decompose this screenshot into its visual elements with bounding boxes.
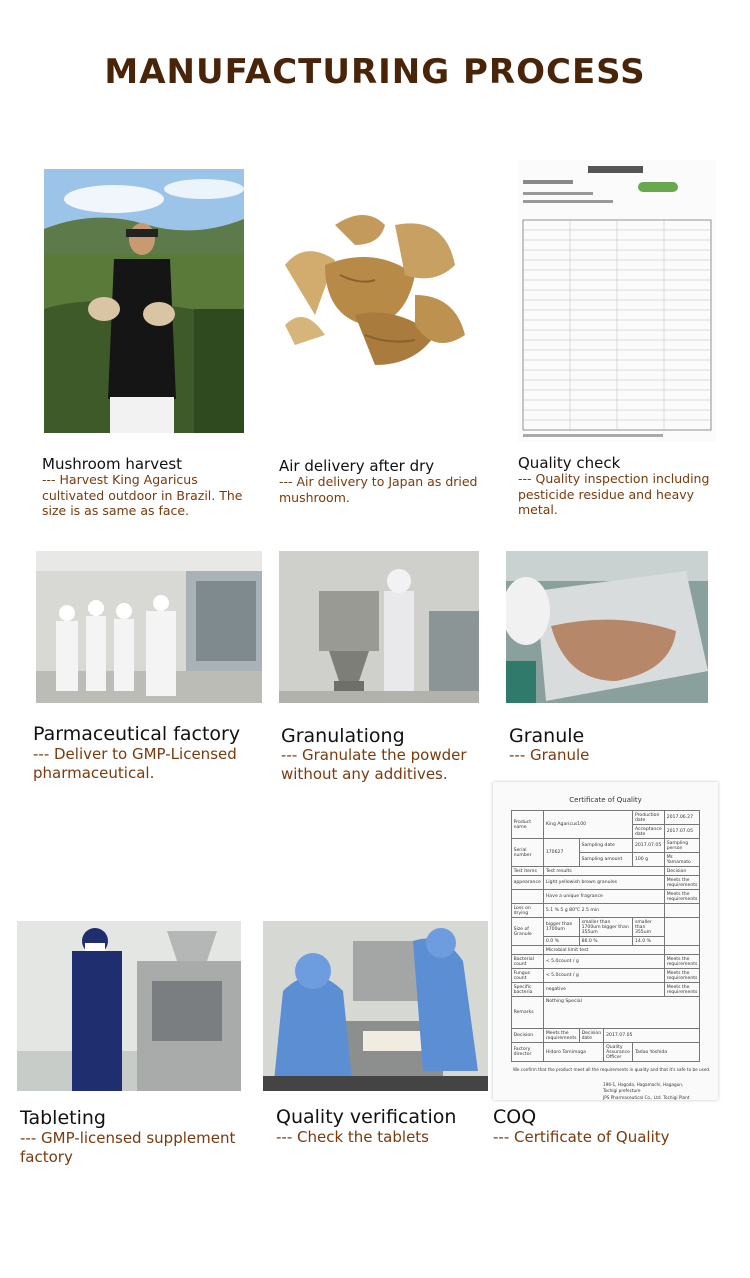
step-desc-quality-check: --- Quality inspection including pesticide residue and heavy metal. — [518, 471, 710, 518]
cert-bacterial-label: Bacterial count — [511, 955, 543, 969]
cert-decision-date-label: Decision date — [579, 1029, 604, 1043]
cert-granule-v1: 0.0 % — [543, 937, 579, 946]
cert-sampling-person-label: Sampling person — [664, 839, 700, 853]
cert-address-line1: 196-1, Hagoda, Hagamachi, Hagagun, — [603, 1082, 684, 1087]
cert-remarks-label: Remarks — [511, 997, 543, 1029]
cert-odor-result: Have a unique fragrance — [543, 890, 664, 904]
dried-mushroom-photo — [265, 205, 475, 385]
cert-test-items: Test items — [511, 867, 543, 876]
cert-test-results: Test results — [543, 867, 664, 876]
cert-granule-v2: 86.0 % — [579, 937, 632, 946]
cert-microbial: Microbial limit test — [543, 946, 664, 955]
quality-verification-photo — [263, 921, 488, 1091]
cert-product-name-label: Product name — [511, 811, 543, 839]
cert-granule-label: Size of Granule — [511, 918, 543, 946]
cert-appearance-decision: Meets the requirements — [664, 876, 700, 890]
certificate-of-quality-image — [493, 782, 718, 1100]
pharmaceutical-factory-photo — [36, 551, 262, 703]
test-report-photo — [518, 160, 716, 442]
step-title-quality-check: Quality check — [518, 454, 621, 472]
step-title-granule: Granule — [509, 725, 585, 747]
cert-serial-label: Serial number — [511, 839, 543, 867]
cert-address-line2: Tochigi prefecture — [603, 1088, 641, 1094]
cert-company: JPS Pharmaceutical Co., Ltd. Tochigi Plant — [603, 1094, 690, 1100]
mushroom-harvest-photo — [44, 169, 244, 433]
cert-decision-date: 2017.07.05 — [604, 1029, 700, 1043]
cert-loss-label: Loss on drying — [511, 904, 543, 918]
cert-decision: Decision — [664, 867, 700, 876]
cert-bacterial: < 5.0count / g — [543, 955, 664, 969]
cert-fungus-label: Fungus count — [511, 969, 543, 983]
step-desc-pharmaceutical-factory: --- Deliver to GMP-Licensed pharmaceutical. — [33, 745, 237, 782]
granule-photo — [506, 551, 708, 703]
cert-granule-smaller: smaller than 355um — [632, 918, 664, 937]
cert-qa: Tadao Yoshida — [632, 1043, 699, 1062]
cert-qa-label: Quality Assurance Officer — [604, 1043, 633, 1062]
step-title-air-delivery: Air delivery after dry — [279, 457, 435, 475]
cert-production-date-label: Production date — [632, 811, 664, 825]
step-desc-mushroom-harvest: --- Harvest King Agaricus cultivated outdoor in Brazil. The size is as same as face. — [42, 472, 243, 519]
cert-sampling-date-label: Sampling date — [579, 839, 632, 853]
cert-sampling-amount: 100 g — [632, 853, 664, 867]
cert-sampling-date: 2017.07.05 — [632, 839, 664, 853]
cert-serial: 170627 — [543, 839, 579, 867]
step-desc-granulation: --- Granulate the powder without any additives. — [281, 746, 467, 783]
granulation-photo — [279, 551, 479, 703]
step-title-granulation: Granulationg — [281, 725, 405, 747]
cert-decision-label: Decision — [511, 1029, 543, 1043]
certificate-table — [511, 810, 701, 1062]
cert-director: Hidoro Tomimaga — [543, 1043, 603, 1062]
step-desc-granule: --- Granule — [509, 746, 590, 764]
cert-loss-value: 5.1 % 5 g 80℃ 2.5 min — [543, 904, 664, 918]
step-desc-coq: --- Certificate of Quality — [493, 1128, 670, 1146]
cert-granule-bigger: bigger than 1700um — [543, 918, 579, 937]
cert-pathogen-decision: Meets the requirements — [664, 983, 700, 997]
step-title-quality-verification: Quality verification — [276, 1106, 457, 1128]
certificate-heading: Certificate of Quality — [569, 796, 642, 804]
cert-odor-decision: Meets the requirements — [664, 890, 700, 904]
cert-bacterial-decision: Meets the requirements — [664, 955, 700, 969]
cert-sampling-person: Mr. Yamamoto — [664, 853, 700, 867]
cert-acceptance-date-label: Acceptance date — [632, 825, 664, 839]
page-title: MANUFACTURING PROCESS — [104, 52, 646, 92]
cert-appearance-result: Light yellowish brown granules — [543, 876, 664, 890]
step-title-mushroom-harvest: Mushroom harvest — [42, 455, 183, 473]
step-title-tableting: Tableting — [20, 1107, 106, 1129]
cert-pathogen: negative — [543, 983, 664, 997]
step-desc-tableting: --- GMP-licensed supplement factory — [20, 1129, 236, 1166]
cert-confirm-text: We confirm that the product meet all the requirements in quality and that it's safe to be used. — [513, 1067, 711, 1072]
cert-appearance: appearance — [511, 876, 543, 890]
cert-sampling-amount-label: Sampling amount — [579, 853, 632, 867]
cert-product-name: King Agaricus100 — [543, 811, 632, 839]
cert-fungus-decision: Meets the requirements — [664, 969, 700, 983]
cert-granule-middle: smaller than 1700um bigger than 355um — [579, 918, 632, 937]
step-desc-quality-verification: --- Check the tablets — [276, 1128, 429, 1146]
cert-address — [603, 1082, 718, 1100]
cert-acceptance-date: 2017.07.05 — [664, 825, 700, 839]
step-desc-air-delivery: --- Air delivery to Japan as dried mushroom. — [279, 474, 478, 505]
cert-final-decision: Meets the requirements — [543, 1029, 579, 1043]
cert-pathogen-label: Specific bacteria — [511, 983, 543, 997]
cert-director-label: Factory director — [511, 1043, 543, 1062]
cert-remarks: Nothing Special — [543, 997, 700, 1029]
step-title-pharmaceutical-factory: Parmaceutical factory — [33, 723, 241, 745]
cert-fungus: < 5.0count / g — [543, 969, 664, 983]
cert-production-date: 2017.06.27 — [664, 811, 700, 825]
tableting-photo — [17, 921, 241, 1091]
step-title-coq: COQ — [493, 1106, 537, 1128]
cert-granule-v3: 14.0 % — [632, 937, 664, 946]
